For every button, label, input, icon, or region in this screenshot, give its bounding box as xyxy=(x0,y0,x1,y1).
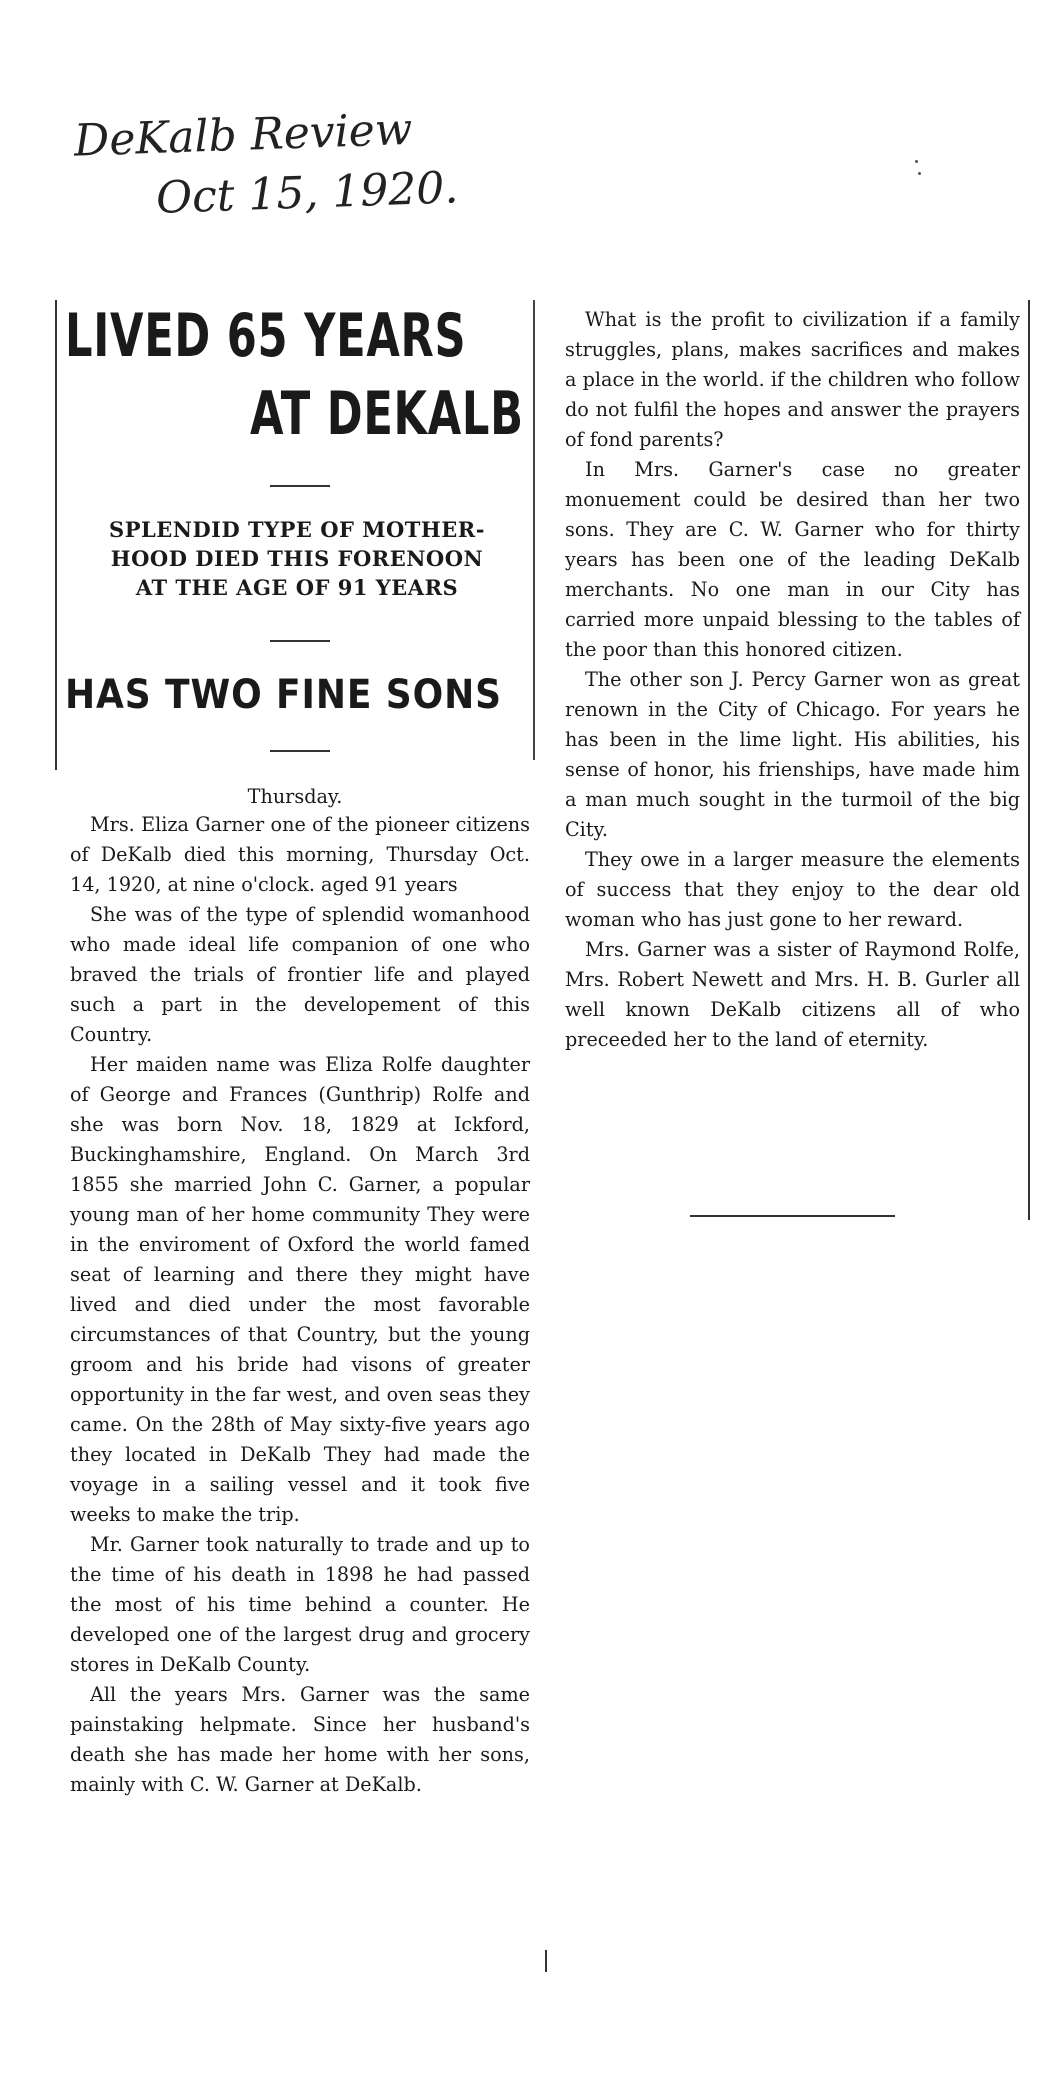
subheadline-line-3: AT THE AGE OF 91 YEARS xyxy=(135,575,459,600)
paragraph-1: Mrs. Eliza Garner one of the pioneer citizens of DeKalb died this morning, Thursday Oct. 14, 1920, at nine o'clock. aged 91 years xyxy=(70,813,530,896)
dateline: Thursday. xyxy=(247,785,343,808)
handwritten-source-note xyxy=(73,98,459,231)
secondary-headline-divider xyxy=(270,750,330,752)
headline-line-1: LIVED 65 YEARS xyxy=(65,301,467,371)
secondary-headline: HAS TWO FINE SONS xyxy=(65,672,502,718)
paragraph-2: She was of the type of splendid womanhood who made ideal life companion of one who braved the trials of frontier life and played such a part in the developement of this Country. xyxy=(70,903,530,1046)
article-end-rule xyxy=(690,1215,895,1217)
paragraph-3: Her maiden name was Eliza Rolfe daughter of George and Frances (Gunthrip) Rolfe and she was born Nov. 18, 1829 at Ickford, Buckinghamshire, England. On March 3rd 1855 she married John C. Garner, a popular young man of her home community They were in the enviroment of Oxford the world famed seat of learning and there they might have lived and died under the most favorable circumstances of that Country, but the young groom and his bride had visons of greater opportunity in the far west, and oven seas they came. On the 28th of May sixty-five years ago they located in DeKalb They had made the voyage in a sailing vessel and it took five weeks to make the trip. xyxy=(70,1053,530,1526)
paragraph-7: In Mrs. Garner's case no greater monuement could be desired than her two sons. They are C. W. Garner who for thirty years has been one of the leading DeKalb merchants. No one man in our City has carried more unpaid blessing to the tables of the poor than this honored citizen. xyxy=(565,458,1020,661)
subheadline xyxy=(63,515,531,602)
print-speck xyxy=(915,160,918,163)
subheadline-line-1: SPLENDID TYPE OF MOTHER- xyxy=(109,517,485,542)
headline-divider xyxy=(270,485,330,487)
headline-line-2: AT DEKALB xyxy=(250,379,524,449)
column-rule-left xyxy=(55,300,57,770)
article-right-column xyxy=(565,305,1020,1055)
paragraph-5: All the years Mrs. Garner was the same painstaking helpmate. Since her husband's death she has made her home with her sons, mainly with C. W. Garner at DeKalb. xyxy=(70,1683,530,1796)
paragraph-8: The other son J. Percy Garner won as great renown in the City of Chicago. For years he has been in the lime light. His abilities, his sense of honor, his frienships, have made him a man much sought in the turmoil of the big City. xyxy=(565,668,1020,841)
subheadline-divider xyxy=(270,640,330,642)
column-rule-right xyxy=(1028,300,1030,1220)
paragraph-6: What is the profit to civilization if a family struggles, plans, makes sacrifices and makes a place in the world. if the children who follow do not fulfil the hopes and answer the prayers of fond parents? xyxy=(565,308,1020,451)
article-left-column xyxy=(70,810,530,1800)
paragraph-4: Mr. Garner took naturally to trade and up to the time of his death in 1898 he had passed the most of his time behind a counter. He developed one of the largest drug and grocery stores in DeKalb County. xyxy=(70,1533,530,1676)
paragraph-9: They owe in a larger measure the elements of success that they enjoy to the dear old woman who has just gone to her reward. xyxy=(565,848,1020,931)
handwritten-publication: DeKalb Review xyxy=(73,103,414,167)
column-rule-center xyxy=(533,300,535,760)
handwritten-date: Oct 15, 1920. xyxy=(155,162,460,224)
print-speck xyxy=(918,172,921,175)
print-mark xyxy=(545,1950,547,1972)
subheadline-line-2: HOOD DIED THIS FORENOON xyxy=(110,546,484,571)
paragraph-10: Mrs. Garner was a sister of Raymond Rolfe, Mrs. Robert Newett and Mrs. H. B. Gurler all well known DeKalb citizens all of who preceeded her to the land of eternity. xyxy=(565,938,1020,1051)
